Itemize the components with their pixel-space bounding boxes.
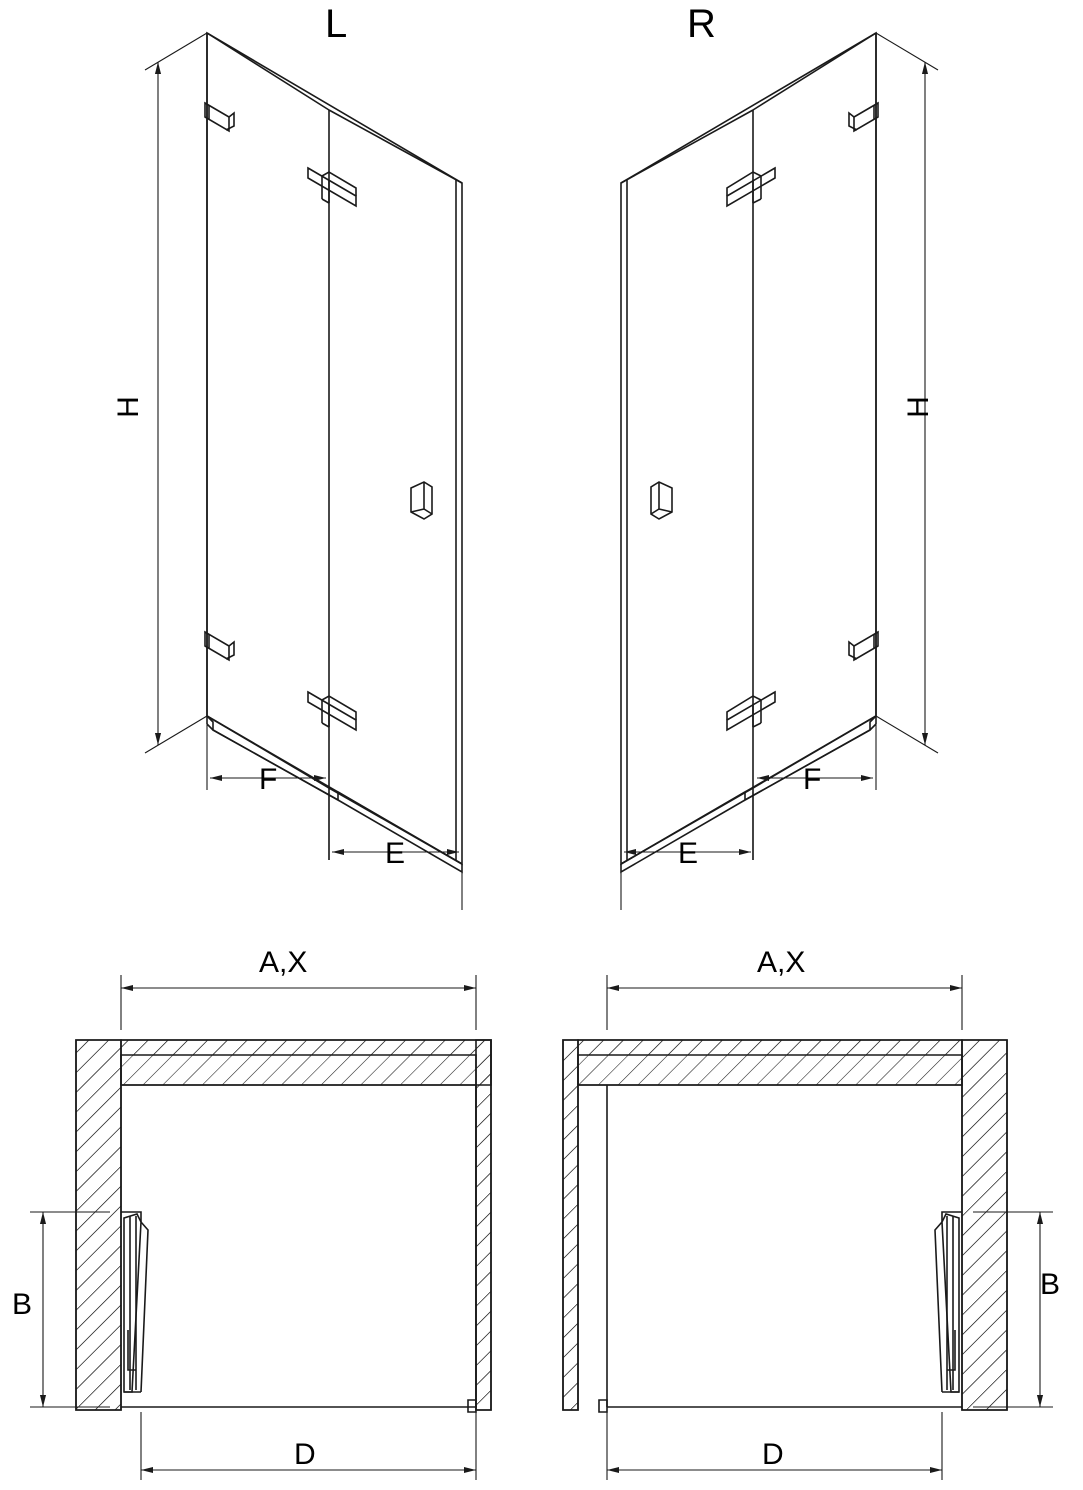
plan-right-folded-door <box>935 1212 962 1392</box>
front-left-hinge-top-middle <box>308 168 356 206</box>
front-right-hinge-top-middle <box>727 168 775 206</box>
front-left-hinge-bottom-wall <box>205 632 234 660</box>
label-f-left: F <box>259 763 278 796</box>
label-d-left: D <box>294 1438 316 1471</box>
plan-left-walls <box>76 1040 491 1410</box>
label-d-right: D <box>762 1438 784 1471</box>
front-left-hinge-bottom-middle <box>308 692 356 730</box>
front-right-hinge-top-wall <box>849 103 878 131</box>
label-ax-left: A,X <box>259 946 308 979</box>
label-e-left: E <box>385 837 406 870</box>
label-height-right: H <box>901 396 935 418</box>
dim-fe-right <box>621 724 876 910</box>
plan-right-enclosure <box>578 1085 962 1412</box>
label-variant-right: R <box>687 2 716 46</box>
front-left-hinge-top-wall <box>205 103 234 131</box>
label-b-right: B <box>1040 1268 1061 1301</box>
plan-left-folded-door <box>121 1212 148 1392</box>
dim-h-left <box>145 33 207 753</box>
dim-fe-left <box>207 724 462 910</box>
dim-ax-left <box>121 975 476 1030</box>
label-height-left: H <box>111 396 145 418</box>
dim-h-right <box>876 33 938 753</box>
label-f-right: F <box>803 763 822 796</box>
label-ax-right: A,X <box>757 946 806 979</box>
label-variant-left: L <box>325 2 348 46</box>
front-right-hinge-bottom-wall <box>849 632 878 660</box>
front-left-handle <box>411 482 432 519</box>
dim-ax-right <box>607 975 962 1030</box>
plan-left-enclosure <box>121 1085 476 1412</box>
label-b-left: B <box>12 1288 33 1321</box>
front-right-fixed-panel <box>621 33 876 864</box>
front-right-handle <box>651 482 672 519</box>
front-right-hinge-bottom-middle <box>727 692 775 730</box>
label-e-right: E <box>678 837 699 870</box>
